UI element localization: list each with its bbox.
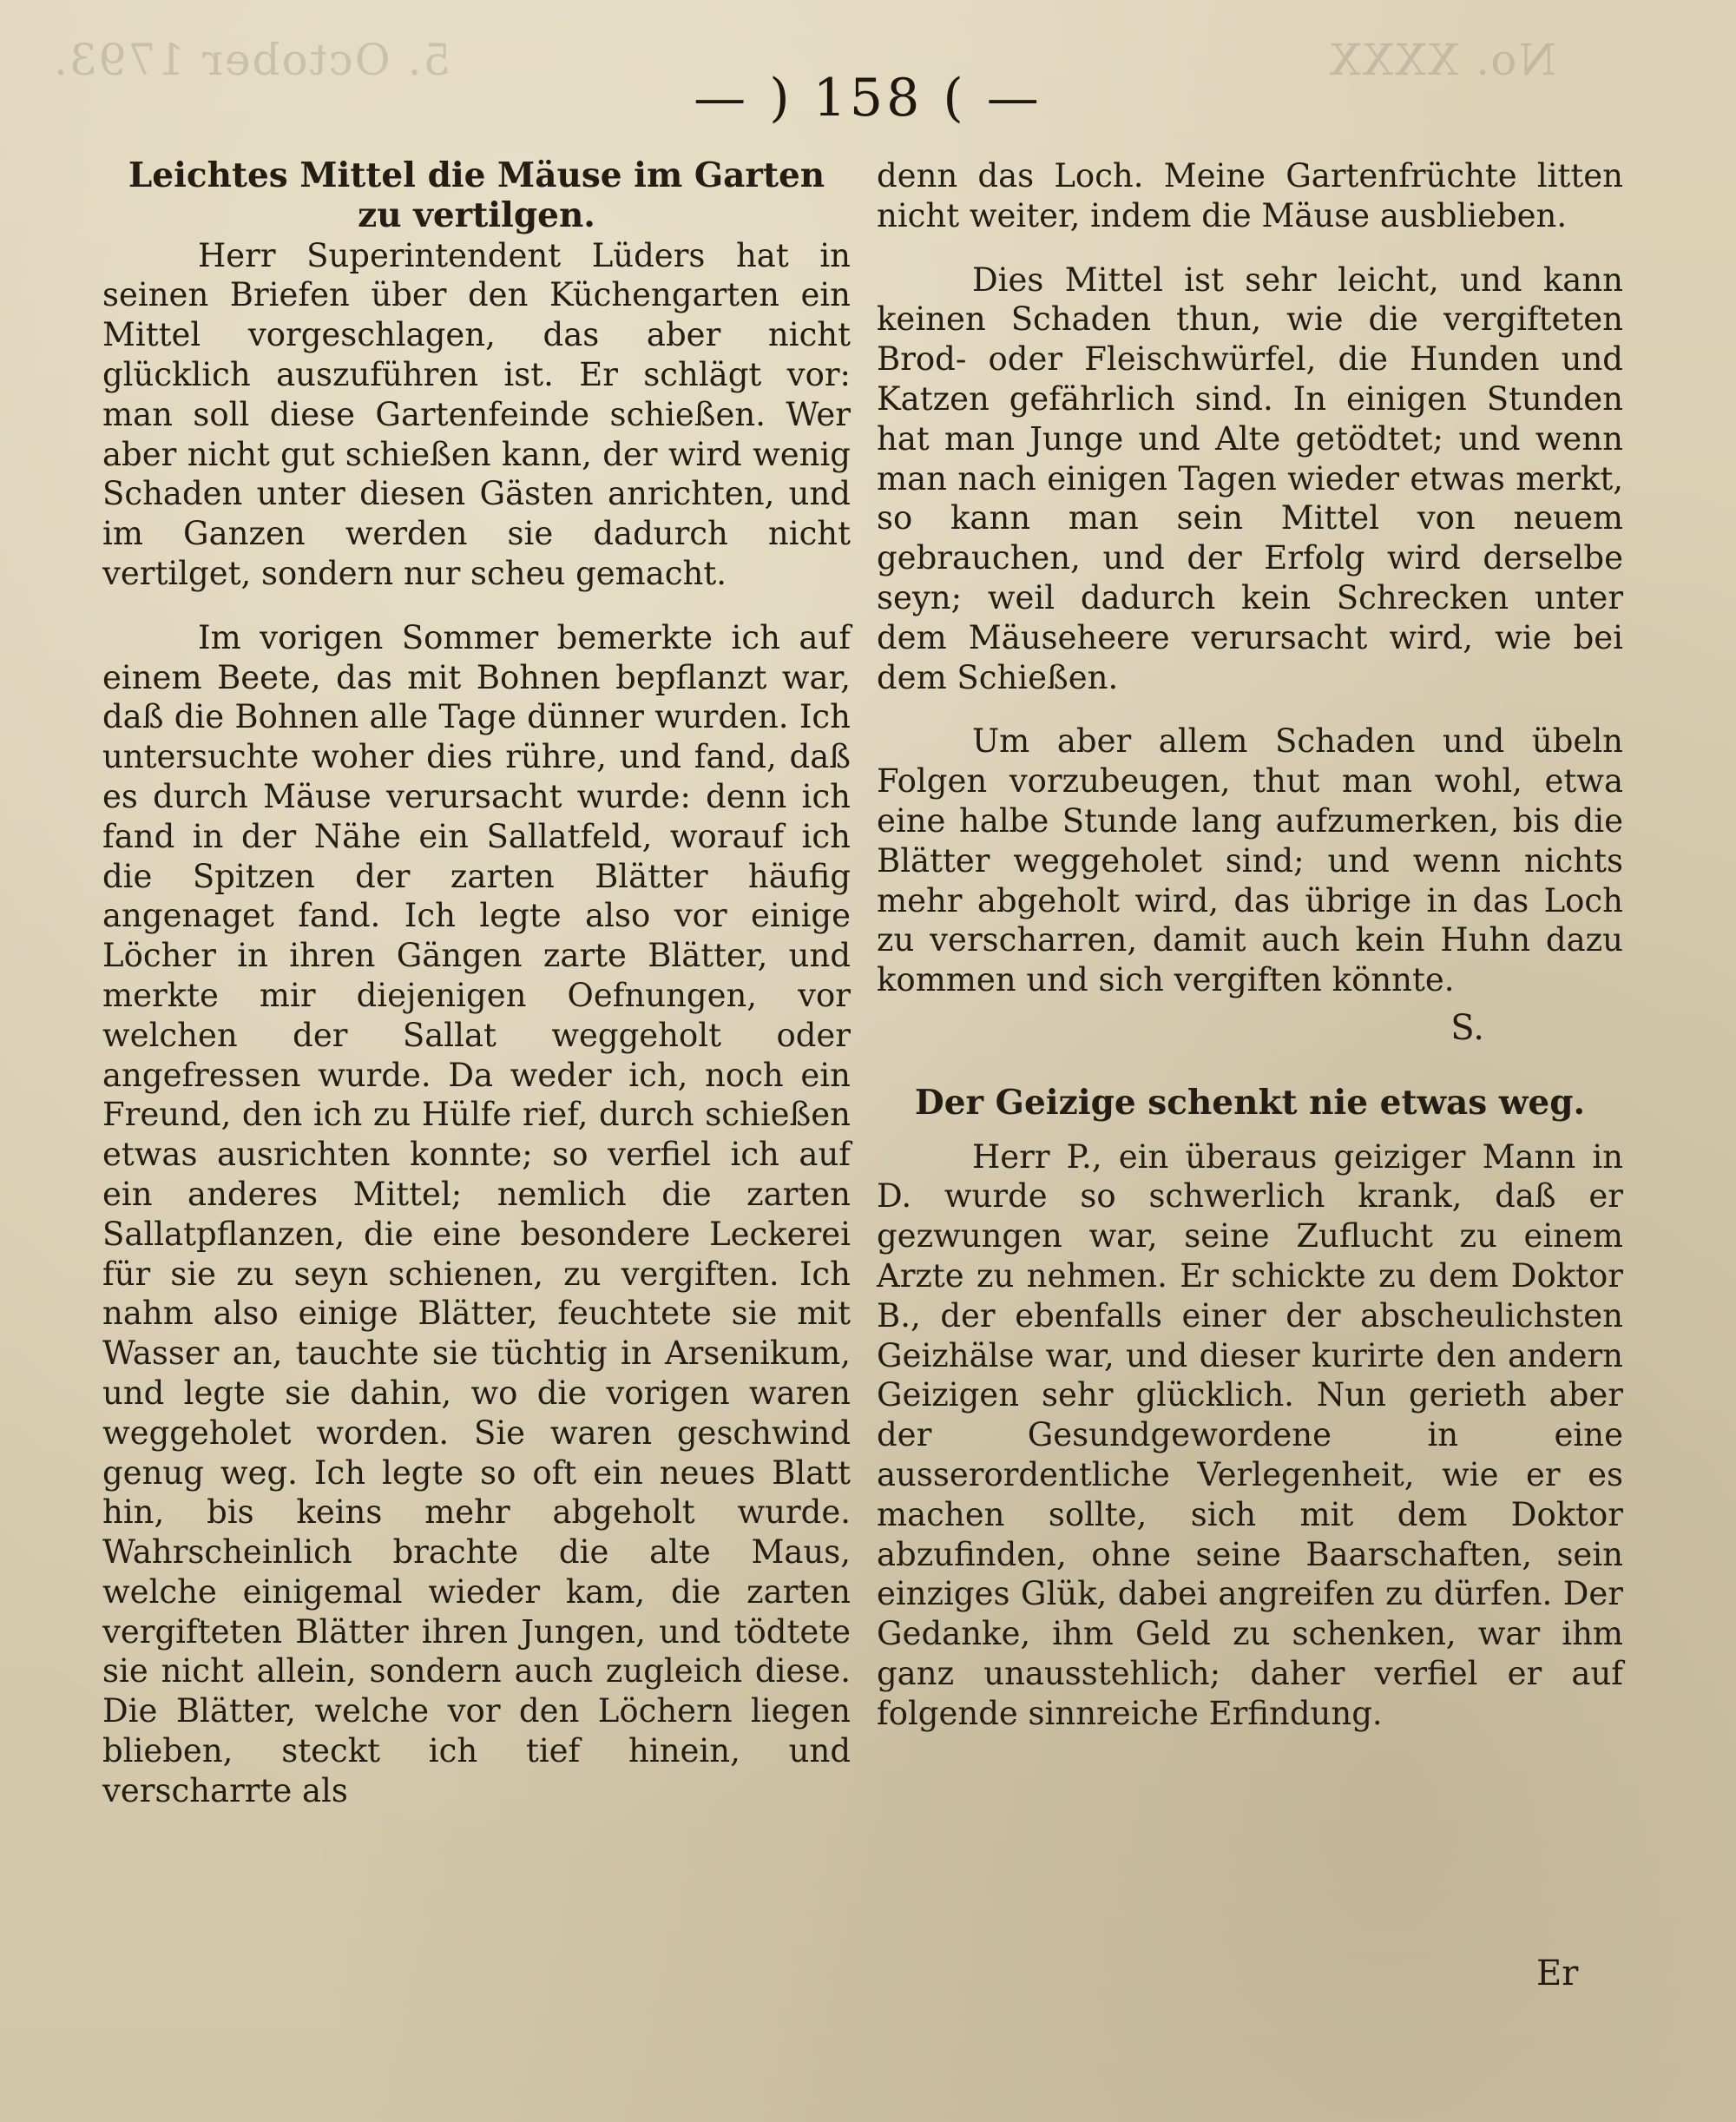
paragraph: Herr Superintendent Lüders hat in seinen Briefen über den Küchengarten ein Mittel vorgeschlagen, das aber nicht glücklich auszuführen ist. Er schlägt vor: man soll diese Gartenfeinde schießen. Wer aber nicht gut schießen kann, der wird wenig Schaden unter diesen Gästen anrichten, und im Ganzen werden sie dadurch nicht vertilget, sondern nur scheu gemacht.: [102, 236, 851, 592]
article-title-line1: Leichtes Mittel die Mäuse im Garten: [128, 155, 825, 195]
bleed-through-number: No. XXXX: [1328, 35, 1557, 85]
article-title-line2: zu vertilgen.: [358, 194, 595, 235]
catchword: Er: [1536, 1954, 1579, 1993]
bleed-through-date: 5. October 1793.: [52, 35, 451, 85]
right-column: [877, 156, 1623, 1733]
signature: S.: [1450, 1007, 1484, 1048]
paragraph-continuation: denn das Loch. Meine Gartenfrüchte litten nicht weiter, indem die Mäuse ausblieben.: [877, 157, 1623, 234]
left-column: [102, 156, 851, 1811]
paragraph: Herr P., ein überaus geiziger Mann in D. wurde so schwerlich krank, daß er gezwungen war, seine Zuflucht zu einem Arzte zu nehmen. Er schickte zu dem Doktor B., der ebenfalls einer der abscheulichsten Geizhälse war, und dieser kurirte den andern Geizigen sehr glücklich. Nun gerieth aber der Gesundgewordene in eine ausserordentliche Verlegenheit, wie er es machen sollte, sich mit dem Doktor abzufinden, ohne seine Baarschaften, sein einziges Glük, dabei angreifen zu dürfen. Der Gedanke, ihm Geld zu schenken, war ihm ganz unausstehlich; daher verfiel er auf folgende sinnreiche Erfindung.: [877, 1137, 1623, 1732]
page-number: — ) 158 ( —: [694, 68, 1042, 129]
paragraph: Im vorigen Sommer bemerkte ich auf einem Beete, das mit Bohnen bepflanzt war, daß die Bohnen alle Tage dünner wurden. Ich untersuchte woher dies rühre, und fand, daß es durch Mäuse verursacht wurde: denn ich fand in der Nähe ein Sallatfeld, worauf ich die Spitzen der zarten Blätter häufig angenaget fand. Ich legte also vor einige Löcher in ihren Gängen zarte Blätter, und merkte mir diejenigen Oefnungen, vor welchen der Sallat weggeholt oder angefressen wurde. Da weder ich, noch ein Freund, den ich zu Hülfe rief, durch schießen etwas ausrichten konnte; so verfiel ich auf ein anderes Mittel; nemlich die zarten Sallatpflanzen, die eine besondere Leckerei für sie zu seyn schienen, zu vergiften. Ich nahm also einige Blätter, feuchtete sie mit Wasser an, tauchte sie tüchtig in Arsenikum, und legte sie dahin, wo die vorigen waren weggeholet worden. Sie waren geschwind genug weg. Ich legte so oft ein neues Blatt hin, bis keins mehr abgeholt wurde. Wahrscheinlich brachte die alte Maus, welche einigemal wieder kam, die zarten vergifteten Blätter ihren Jungen, und tödtete sie nicht allein, sondern auch zugleich diese. Die Blätter, welche vor den Löchern liegen blieben, steckt ich tief hinein, und verscharrte als: [102, 618, 851, 1809]
article-title: Der Geizige schenkt nie etwas weg.: [914, 1082, 1586, 1123]
paragraph: Um aber allem Schaden und übeln Folgen vorzubeugen, thut man wohl, etwa eine halbe Stunde lang aufzumerken, bis die Blätter weggeholet sind; und wenn nichts mehr abgeholt wird, das übrige in das Loch zu verscharren, damit auch kein Huhn dazu kommen und sich vergiften könnte.: [877, 722, 1623, 999]
paragraph: Dies Mittel ist sehr leicht, und kann keinen Schaden thun, wie die vergifteten Brod- oder Fleischwürfel, die Hunden und Katzen gefährlich sind. In einigen Stunden hat man Junge und Alte getödtet; und wenn man nach einigen Tagen wieder etwas merkt, so kann man sein Mittel von neuem gebrauchen, und der Erfolg wird derselbe seyn; weil dadurch kein Schrecken unter dem Mäuseheere verursacht wird, wie bei dem Schießen.: [877, 260, 1623, 696]
